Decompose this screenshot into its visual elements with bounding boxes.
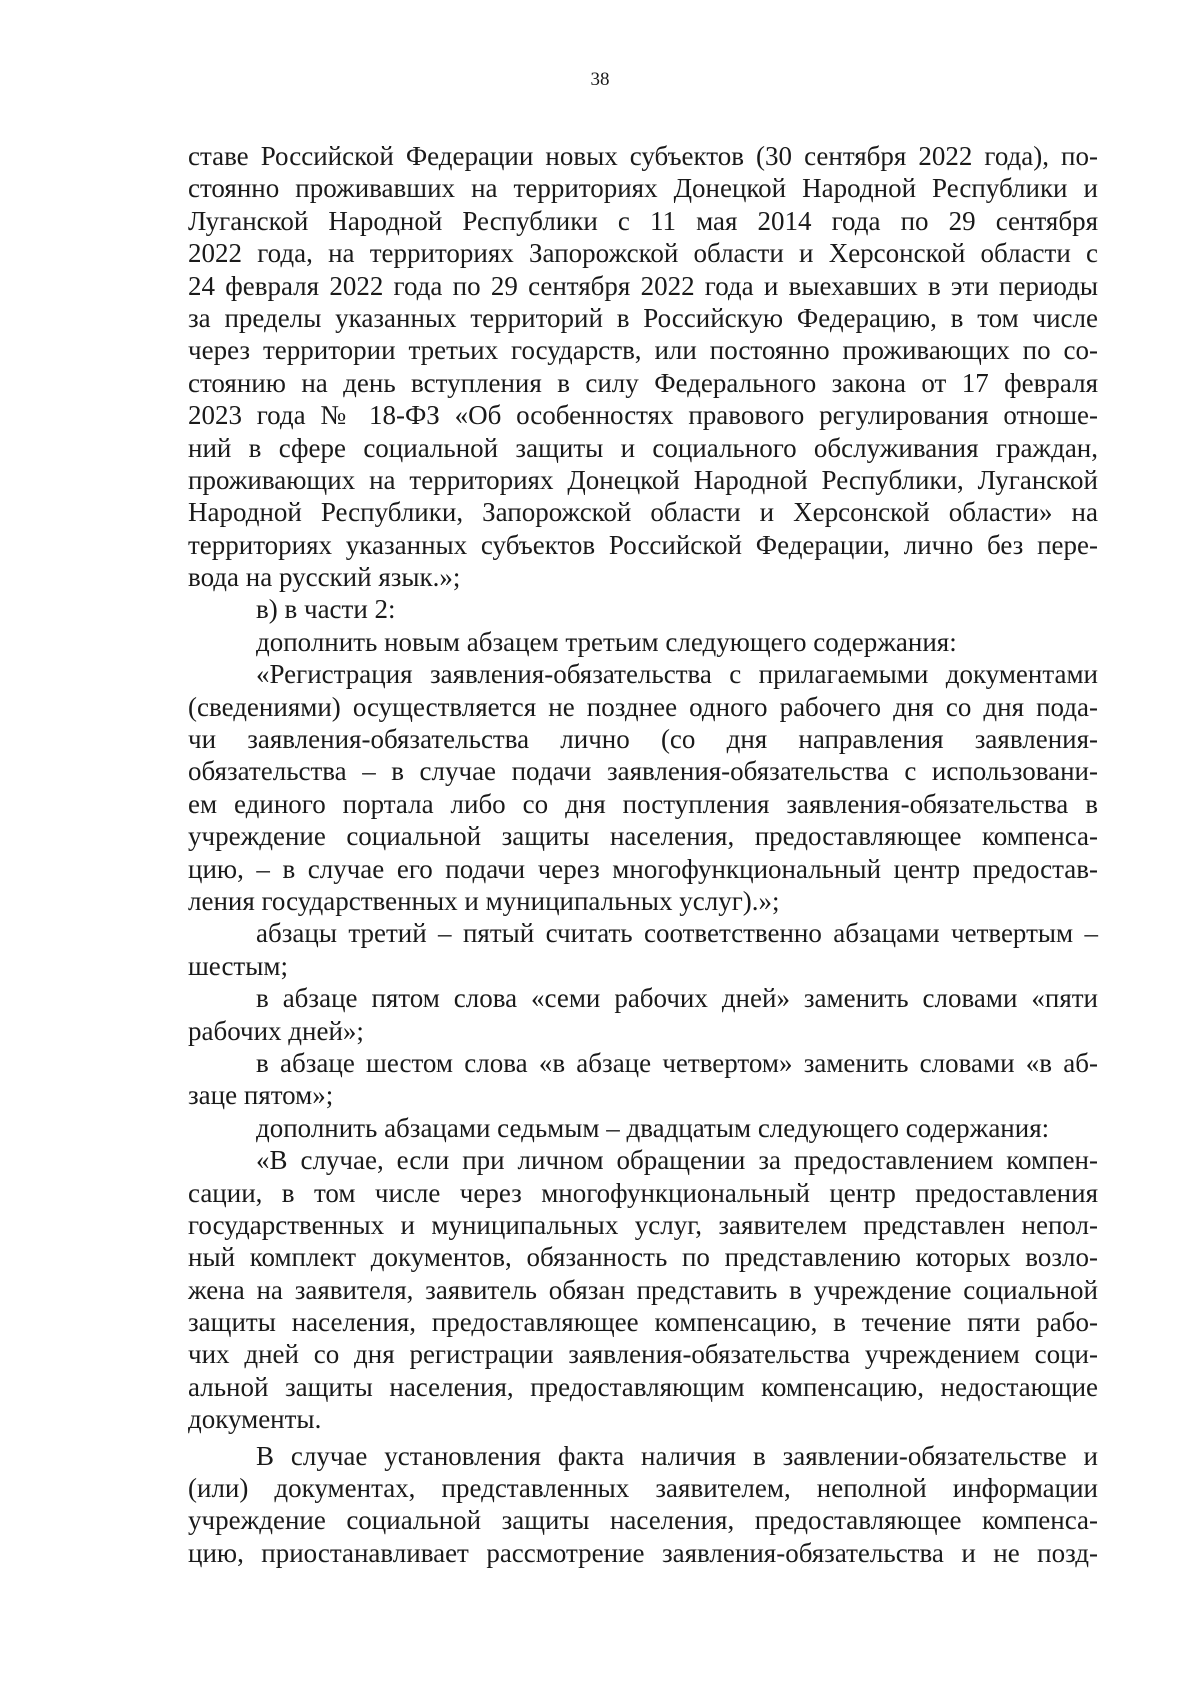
text-line: цию, – в случае его подачи через многофункциональный центр предостав- bbox=[188, 853, 1098, 884]
text-line: заце пятом»; bbox=[188, 1080, 334, 1111]
text-line: проживающих на территориях Донецкой Народной Республики, Луганской bbox=[188, 464, 1098, 495]
text-line: (сведениями) осуществляется не позднее одного рабочего дня со дня пода- bbox=[188, 691, 1098, 722]
text-line: дополнить новым абзацем третьим следующего содержания: bbox=[256, 626, 957, 657]
text-line: (или) документах, представленных заявителем, неполной информации bbox=[188, 1473, 1098, 1504]
text-line: 2023 года № 18-ФЗ «Об особенностях правового регулирования отноше- bbox=[188, 400, 1098, 431]
text-line: В случае установления факта наличия в заявлении-обязательстве и bbox=[256, 1440, 1098, 1471]
text-line: 2022 года, на территориях Запорожской области и Херсонской области с bbox=[188, 238, 1098, 269]
text-line: в) в части 2: bbox=[256, 594, 396, 625]
text-line: ний в сфере социальной защиты и социального обслуживания граждан, bbox=[188, 432, 1098, 463]
text-line: ем единого портала либо со дня поступления заявления-обязательства в bbox=[188, 788, 1098, 819]
text-line: в абзаце пятом слова «семи рабочих дней» заменить словами «пяти bbox=[256, 983, 1098, 1014]
text-line: 24 февраля 2022 года по 29 сентября 2022 года и выехавших в эти периоды bbox=[188, 270, 1098, 301]
text-line: через территории третьих государств, или постоянно проживающих по со- bbox=[188, 335, 1098, 366]
text-line: «Регистрация заявления-обязательства с прилагаемыми документами bbox=[256, 659, 1098, 690]
text-line: ставе Российской Федерации новых субъектов (30 сентября 2022 года), по- bbox=[188, 141, 1098, 171]
text-line: защиты населения, предоставляющее компенсацию, в течение пяти рабо- bbox=[188, 1307, 1098, 1338]
text-line: учреждение социальной защиты населения, предоставляющее компенса- bbox=[188, 821, 1098, 852]
text-line: рабочих дней»; bbox=[188, 1015, 364, 1046]
text-line: цию, приостанавливает рассмотрение заявления-обязательства и не позд- bbox=[188, 1537, 1098, 1568]
text-line: чи заявления-обязательства лично (со дня направления заявления- bbox=[188, 724, 1098, 755]
text-line: «В случае, если при личном обращении за предоставлением компен- bbox=[256, 1145, 1098, 1176]
text-line: Луганской Народной Республики с 11 мая 2014 года по 29 сентября bbox=[188, 205, 1098, 236]
text-line: государственных и муниципальных услуг, заявителем представлен непол- bbox=[188, 1209, 1098, 1240]
text-line: обязательства – в случае подачи заявления-обязательства с использовани- bbox=[188, 756, 1098, 787]
text-line: вода на русский язык.»; bbox=[188, 562, 461, 593]
text-line: ный комплект документов, обязанность по представлению которых возло- bbox=[188, 1242, 1098, 1273]
text-line: в абзаце шестом слова «в абзаце четвертом» заменить словами «в аб- bbox=[256, 1047, 1098, 1078]
page-number: 38 bbox=[590, 69, 610, 90]
text-line: сации, в том числе через многофункциональный центр предоставления bbox=[188, 1177, 1098, 1208]
text-line: стоянию на день вступления в силу Федерального закона от 17 февраля bbox=[188, 367, 1098, 398]
text-line: территориях указанных субъектов Российской Федерации, лично без пере- bbox=[188, 529, 1098, 560]
text-line: учреждение социальной защиты населения, предоставляющее компенса- bbox=[188, 1505, 1098, 1536]
document-body bbox=[188, 140, 1098, 1569]
text-line: жена на заявителя, заявитель обязан представить в учреждение социальной bbox=[188, 1274, 1098, 1305]
text-line: документы. bbox=[188, 1404, 322, 1435]
text-line: альной защиты населения, предоставляющим компенсацию, недостающие bbox=[188, 1371, 1098, 1402]
text-line: ления государственных и муниципальных услуг).»; bbox=[188, 885, 780, 916]
text-line: за пределы указанных территорий в Российскую Федерацию, в том числе bbox=[188, 302, 1098, 333]
text-line: дополнить абзацами седьмым – двадцатым следующего содержания: bbox=[256, 1112, 1050, 1143]
text-line: стоянно проживавших на территориях Донецкой Народной Республики и bbox=[188, 173, 1098, 204]
text-line: абзацы третий – пятый считать соответственно абзацами четвертым – bbox=[256, 918, 1098, 949]
text-line: чих дней со дня регистрации заявления-обязательства учреждением соци- bbox=[188, 1339, 1098, 1370]
text-line: шестым; bbox=[188, 950, 288, 981]
text-line: Народной Республики, Запорожской области и Херсонской области» на bbox=[188, 497, 1098, 528]
